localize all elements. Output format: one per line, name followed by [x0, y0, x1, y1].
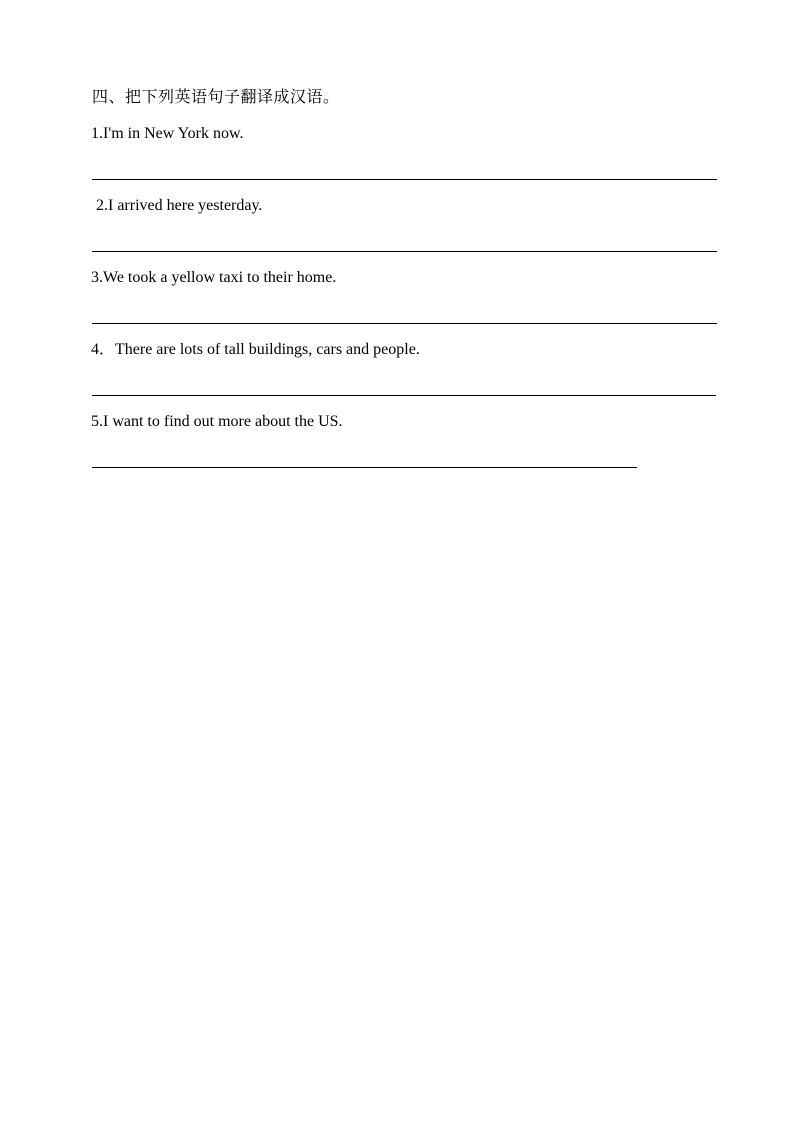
- answer-line-2[interactable]: [92, 251, 717, 252]
- answer-line-5[interactable]: [92, 467, 637, 468]
- question-4-text: 4．There are lots of tall buildings, cars and people.: [91, 341, 420, 358]
- answer-line-4[interactable]: [92, 395, 716, 396]
- answer-line-1[interactable]: [92, 179, 717, 180]
- section-title: 四、把下列英语句子翻译成汉语。: [92, 87, 340, 106]
- question-5-text: 5.I want to find out more about the US.: [91, 413, 343, 430]
- question-3-text: 3.We took a yellow taxi to their home.: [91, 269, 337, 286]
- answer-line-3[interactable]: [92, 323, 717, 324]
- question-1-text: 1.I'm in New York now.: [91, 125, 244, 142]
- question-2-text: 2.I arrived here yesterday.: [96, 197, 263, 214]
